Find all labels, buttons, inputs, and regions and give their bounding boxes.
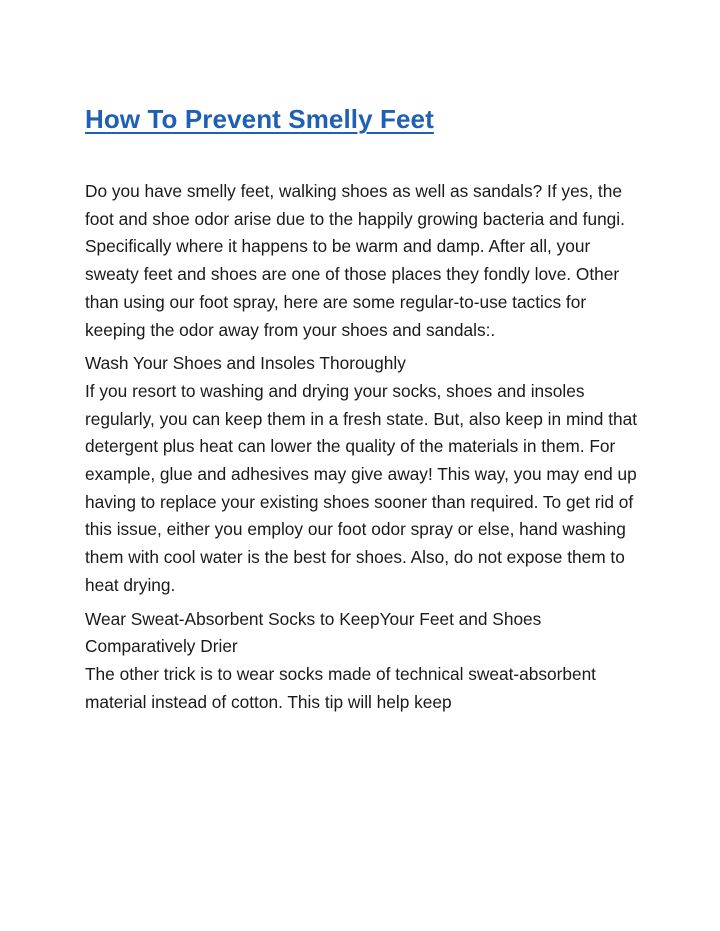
- section-body: The other trick is to wear socks made of technical sweat-absorbent material instead of cotton. This tip will help keep: [85, 663, 596, 712]
- document-title[interactable]: How To Prevent Smelly Feet: [85, 104, 434, 134]
- intro-paragraph: Do you have smelly feet, walking shoes as well as sandals? If yes, the foot and shoe odor arise due to the happily growing bacteria and fungi. Specifically where it happens to be warm and damp. After all, your sweaty feet and shoes are one of those places they fondly love. Other than using our foot spray, here are some regular-to-use tactics for keeping the odor away from your shoes and sandals:.: [85, 181, 625, 340]
- section-wash-shoes: [85, 350, 645, 599]
- section-sweat-socks: [85, 606, 645, 717]
- section-heading: Wash Your Shoes and Insoles Thoroughly: [85, 353, 406, 374]
- section-body: If you resort to washing and drying your socks, shoes and insoles regularly, you can keep them in a fresh state. But, also keep in mind that detergent plus heat can lower the quality of the materials in them. For example, glue and adhesives may give away! This way, you may end up having to replace your existing shoes sooner than required. To get rid of this issue, either you employ our foot odor spray or else, hand washing them with cool water is the best for shoes. Also, do not expose them to heat drying.: [85, 380, 638, 595]
- section-heading: Wear Sweat-Absorbent Socks to KeepYour Feet and Shoes Comparatively Drier: [85, 608, 542, 657]
- document-content: [85, 100, 645, 722]
